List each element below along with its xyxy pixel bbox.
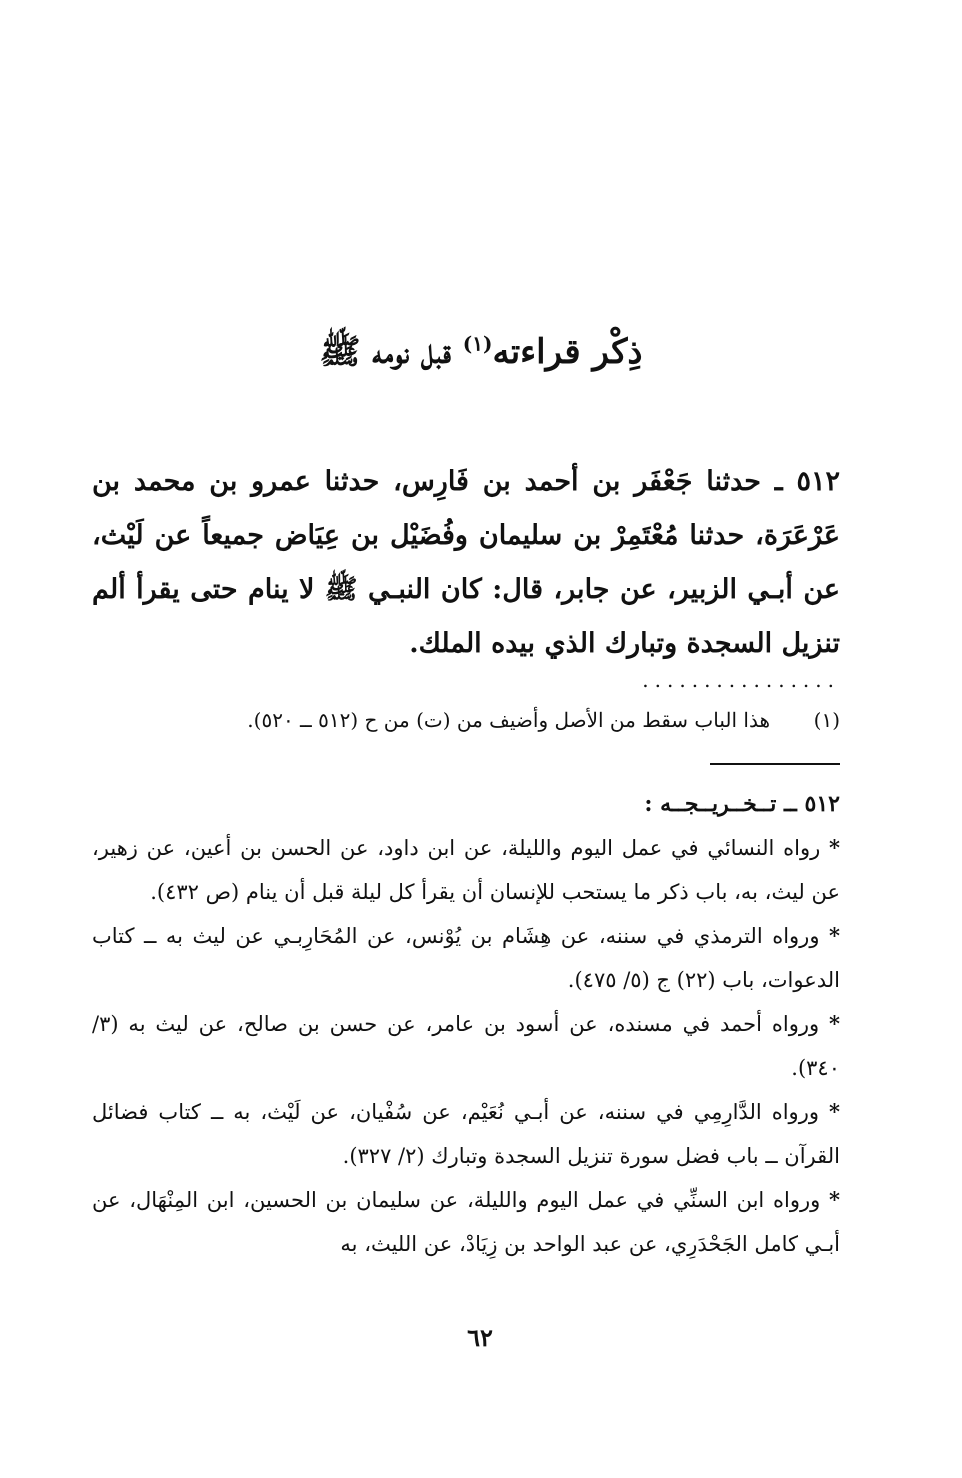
entry-text: ورواه الدَّارِمِي في سننه، عن أبـي نُعَيْم، عن سُفْيان، عن لَيْث، به ــ كتاب فضائل القرآن ــ باب فضل سورة تنزيل السجدة وتبارك (٢/ ٣٢٧). bbox=[92, 1100, 840, 1168]
footnote-dotted-divider: ................ bbox=[642, 668, 840, 692]
takhrij-entry bbox=[92, 826, 840, 914]
footnote-mark: (١) bbox=[813, 708, 840, 732]
entry-star: * bbox=[829, 1011, 840, 1036]
chapter-title-rest: قبل نومه ﷺ bbox=[319, 332, 451, 372]
hadith-text: حدثنا جَعْفَر بن أحمد بن فَارِس، حدثنا عمرو بن محمد بن عَرْعَرَة، حدثنا مُعْتَمِرْ بن سليمان وفُضَيْل بن عِيَاض جميعاً عن لَيْث، عن أبـي الزبير، عن جابر، قال: كان النبـي ﷺ لا ينام حتى يقرأ ألم تنزيل السجدة وتبارك الذي بيده الملك. bbox=[92, 466, 840, 659]
entry-text: رواه النسائي في عمل اليوم والليلة، عن ابن داود، عن الحسن بن أعين، عن زهير، عن ليث، به، باب ذكر ما يستحب للإنسان أن يقرأ كل ليلة قبل أن ينام (ص ٤٣٢). bbox=[92, 836, 840, 904]
chapter-title-text: ذِكْر قراءته bbox=[492, 332, 643, 372]
takhrij-section bbox=[92, 782, 840, 1266]
entry-text: ورواه الترمذي في سننه، عن هِشَام بن يُوْنس، عن المُحَارِبـي عن ليث به ــ كتاب الدعوات، باب (٢٢) ج (٥/ ٤٧٥). bbox=[92, 924, 840, 992]
takhrij-entry bbox=[92, 914, 840, 1002]
chapter-title bbox=[100, 326, 862, 378]
entry-star: * bbox=[829, 835, 840, 860]
footnote bbox=[150, 700, 840, 740]
page-number: ٦٢ bbox=[467, 1323, 493, 1352]
entry-star: * bbox=[829, 1099, 840, 1124]
takhrij-heading: ٥١٢ ــ تــخــريــجــه : bbox=[644, 791, 840, 817]
section-separator-line bbox=[710, 763, 840, 765]
entry-star: * bbox=[829, 1187, 840, 1212]
takhrij-entry bbox=[92, 1090, 840, 1178]
entry-star: * bbox=[829, 923, 840, 948]
takhrij-entry bbox=[92, 1002, 840, 1090]
footnote-text: هذا الباب سقط من الأصل وأضيف من (ت) من ح (٥١٢ ــ ٥٢٠). bbox=[247, 708, 770, 732]
hadith-body bbox=[92, 455, 840, 671]
entry-text: ورواه ابن السنِّي في عمل اليوم والليلة، عن سليمان بن الحسين، ابن المِنْهَال، عن أبـي كامل الجَحْدَرِي، عن عبد الواحد بن زِيَادْ، عن الليث، به bbox=[92, 1188, 840, 1256]
entry-text: ورواه أحمد في مسنده، عن أسود بن عامر، عن حسن بن صالح، عن ليث به (٣/ ٣٤٠). bbox=[92, 1012, 840, 1080]
takhrij-entry bbox=[92, 1178, 840, 1266]
hadith-number: ٥١٢ ـ bbox=[774, 466, 840, 497]
chapter-title-footnote-ref: (١) bbox=[462, 331, 493, 356]
